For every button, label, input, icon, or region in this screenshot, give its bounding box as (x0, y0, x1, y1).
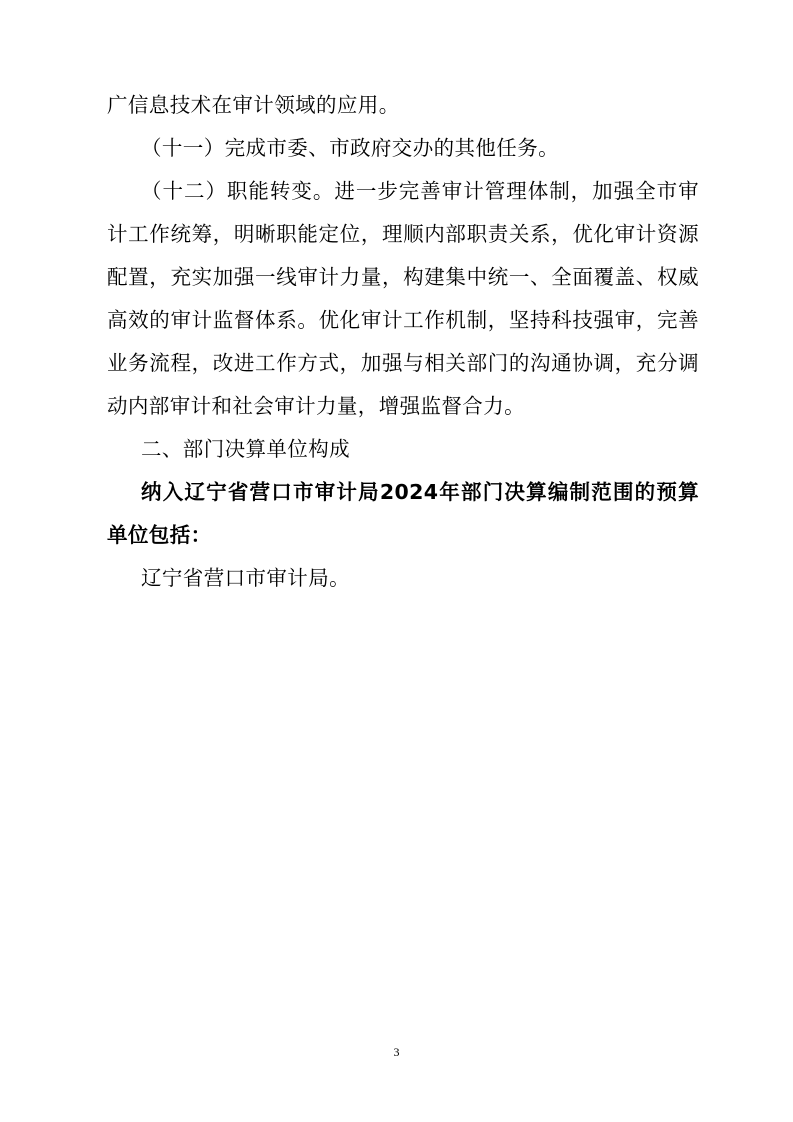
section-heading: 二、部门决算单位构成 (141, 437, 350, 461)
paragraph-line: （十二）职能转变。进一步完善审计管理体制，加强全市审 (141, 179, 699, 203)
page-number: 3 (393, 1045, 400, 1059)
paragraph-line: （十一）完成市委、市政府交办的其他任务。 (141, 136, 559, 160)
paragraph-line: 配置，充实加强一线审计力量，构建集中统一、全面覆盖、权威 (107, 265, 699, 289)
unit-line: 辽宁省营口市审计局。 (141, 566, 350, 590)
paragraph-line: 高效的审计监督体系。优化审计工作机制，坚持科技强审，完善 (107, 308, 699, 332)
bold-paragraph-line: 单位包括： (107, 523, 212, 547)
bold-paragraph-line: 纳入辽宁省营口市审计局2024年部门决算编制范围的预算 (141, 480, 699, 504)
paragraph-line: 业务流程，改进工作方式，加强与相关部门的沟通协调，充分调 (107, 351, 699, 375)
document-body (107, 84, 699, 600)
paragraph-line: 计工作统筹，明晰职能定位，理顺内部职责关系，优化审计资源 (107, 222, 699, 246)
paragraph-line: 动内部审计和社会审计力量，增强监督合力。 (107, 394, 525, 418)
paragraph-line: 广信息技术在审计领域的应用。 (107, 93, 400, 117)
